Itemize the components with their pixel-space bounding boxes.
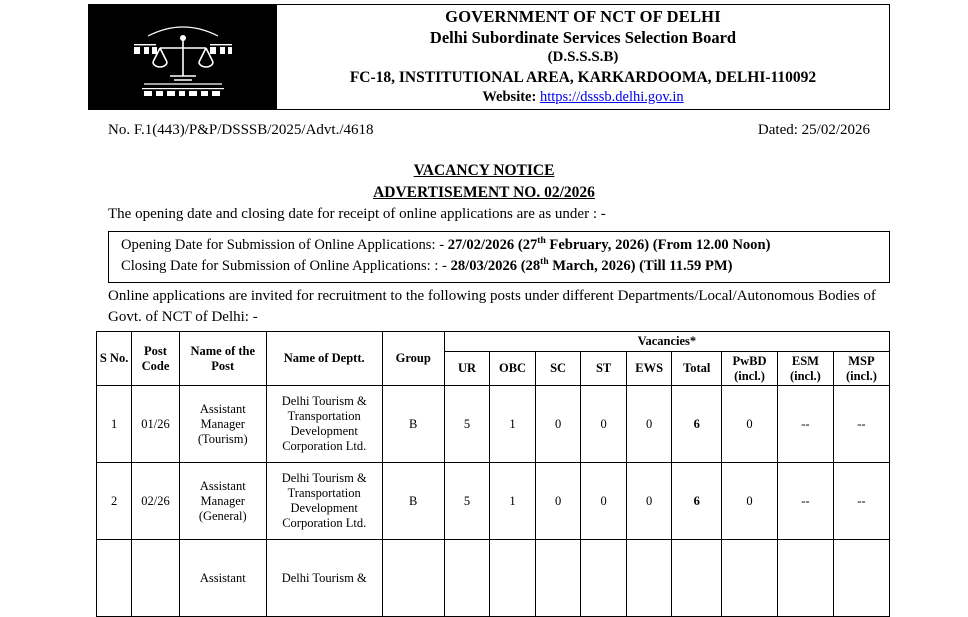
cell-pwbd: 0 bbox=[722, 463, 778, 540]
header-post-code: Post Code bbox=[132, 332, 180, 386]
header-ews: EWS bbox=[626, 351, 672, 386]
vacancy-notice-title: VACANCY NOTICE bbox=[413, 162, 555, 179]
reference-row bbox=[108, 122, 870, 139]
cell-pwbd bbox=[722, 540, 778, 617]
cell-ur: 5 bbox=[444, 463, 490, 540]
document-header bbox=[88, 4, 890, 110]
cell-obc: 1 bbox=[490, 463, 536, 540]
cell-msp bbox=[833, 540, 889, 617]
header-msp: MSP (incl.) bbox=[833, 351, 889, 386]
header-sc: SC bbox=[535, 351, 581, 386]
cell-post-code: 02/26 bbox=[132, 463, 180, 540]
cell-st bbox=[581, 540, 627, 617]
vacancy-table bbox=[96, 331, 890, 617]
website-label: Website: bbox=[482, 88, 540, 105]
cell-ews bbox=[626, 540, 672, 617]
header-ur: UR bbox=[444, 351, 490, 386]
table-row bbox=[97, 540, 890, 617]
header-esm: ESM (incl.) bbox=[777, 351, 833, 386]
closing-date-line bbox=[121, 256, 889, 277]
closing-date-value-part1: 28/03/2026 (28 bbox=[450, 258, 541, 275]
table-row bbox=[97, 463, 890, 540]
table-header-row-top bbox=[97, 332, 890, 352]
cell-group: B bbox=[382, 386, 444, 463]
cell-esm: -- bbox=[777, 386, 833, 463]
cell-name-of-post: Assistant Manager (Tourism) bbox=[179, 386, 266, 463]
header-total: Total bbox=[672, 351, 722, 386]
cell-name-of-deptt: Delhi Tourism & Transportation Development Corporation Ltd. bbox=[266, 386, 382, 463]
notice-date: Dated: 25/02/2026 bbox=[757, 122, 870, 138]
cell-s-no bbox=[97, 540, 132, 617]
delhi-government-emblem-icon bbox=[108, 14, 258, 100]
cell-obc: 1 bbox=[490, 386, 536, 463]
cell-sc bbox=[535, 540, 581, 617]
cell-total bbox=[672, 540, 722, 617]
header-line-board: Delhi Subordinate Services Selection Board bbox=[429, 27, 737, 47]
opening-date-line bbox=[121, 235, 889, 256]
header-text-block bbox=[277, 5, 889, 109]
cell-ur: 5 bbox=[444, 386, 490, 463]
closing-date-value-part2: March, 2026) (Till 11.59 PM) bbox=[548, 258, 733, 275]
header-line-abbrev: (D.S.S.S.B) bbox=[547, 49, 619, 66]
cell-obc bbox=[490, 540, 536, 617]
header-line-government: GOVERNMENT OF NCT OF DELHI bbox=[445, 6, 721, 26]
cell-name-of-deptt: Delhi Tourism & Transportation Development Corporation Ltd. bbox=[266, 463, 382, 540]
cell-group: B bbox=[382, 463, 444, 540]
header-line-address: FC-18, INSTITUTIONAL AREA, KARKARDOOMA, DELHI-110092 bbox=[349, 68, 817, 86]
cell-pwbd: 0 bbox=[722, 386, 778, 463]
cell-group bbox=[382, 540, 444, 617]
cell-ews: 0 bbox=[626, 463, 672, 540]
closing-date-label: Closing Date for Submission of Online Applications: : - bbox=[121, 258, 451, 275]
cell-total: 6 bbox=[672, 463, 722, 540]
cell-esm: -- bbox=[777, 463, 833, 540]
recruitment-paragraph: Online applications are invited for recruitment to the following posts under different Departments/Local/Autonomous Bodies of Govt. of NCT of Delhi: - bbox=[108, 288, 876, 325]
cell-msp: -- bbox=[833, 386, 889, 463]
cell-s-no: 2 bbox=[97, 463, 132, 540]
intro-text: The opening date and closing date for receipt of online applications are as under : - bbox=[108, 206, 606, 222]
opening-date-label: Opening Date for Submission of Online Applications: - bbox=[121, 237, 448, 253]
opening-date-value-part1: 27/02/2026 (27 bbox=[447, 237, 538, 253]
header-name-of-post: Name of the Post bbox=[179, 332, 266, 386]
cell-name-of-post: Assistant bbox=[179, 540, 266, 617]
cell-msp: -- bbox=[833, 463, 889, 540]
cell-ur bbox=[444, 540, 490, 617]
header-st: ST bbox=[581, 351, 627, 386]
header-vacancies: Vacancies* bbox=[444, 332, 889, 352]
cell-st: 0 bbox=[581, 463, 627, 540]
table-row bbox=[97, 386, 890, 463]
cell-s-no: 1 bbox=[97, 386, 132, 463]
header-group: Group bbox=[382, 332, 444, 386]
header-s-no: S No. bbox=[97, 332, 132, 386]
closing-date-ordinal: th bbox=[540, 257, 549, 268]
cell-esm bbox=[777, 540, 833, 617]
header-line-website bbox=[482, 88, 683, 108]
cell-sc: 0 bbox=[535, 463, 581, 540]
header-name-of-deptt: Name of Deptt. bbox=[266, 332, 382, 386]
cell-st: 0 bbox=[581, 386, 627, 463]
cell-post-code bbox=[132, 540, 180, 617]
cell-name-of-deptt: Delhi Tourism & bbox=[266, 540, 382, 617]
cell-ews: 0 bbox=[626, 386, 672, 463]
file-number: No. F.1(443)/P&P/DSSSB/2025/Advt./4618 bbox=[108, 122, 374, 138]
title-block bbox=[0, 160, 968, 205]
advertisement-number-title: ADVERTISEMENT NO. 02/2026 bbox=[373, 184, 595, 202]
cell-post-code: 01/26 bbox=[132, 386, 180, 463]
header-obc: OBC bbox=[490, 351, 536, 386]
dates-box bbox=[108, 231, 890, 283]
opening-date-ordinal: th bbox=[537, 236, 546, 247]
vacancy-table-wrapper bbox=[96, 331, 890, 617]
cell-name-of-post: Assistant Manager (General) bbox=[179, 463, 266, 540]
opening-date-value-part2: February, 2026) (From 12.00 Noon) bbox=[545, 237, 771, 253]
cell-sc: 0 bbox=[535, 386, 581, 463]
cell-total: 6 bbox=[672, 386, 722, 463]
emblem-cell bbox=[89, 5, 277, 109]
website-link[interactable]: https://dsssb.delhi.gov.in bbox=[539, 88, 684, 105]
header-pwbd: PwBD (incl.) bbox=[722, 351, 778, 386]
